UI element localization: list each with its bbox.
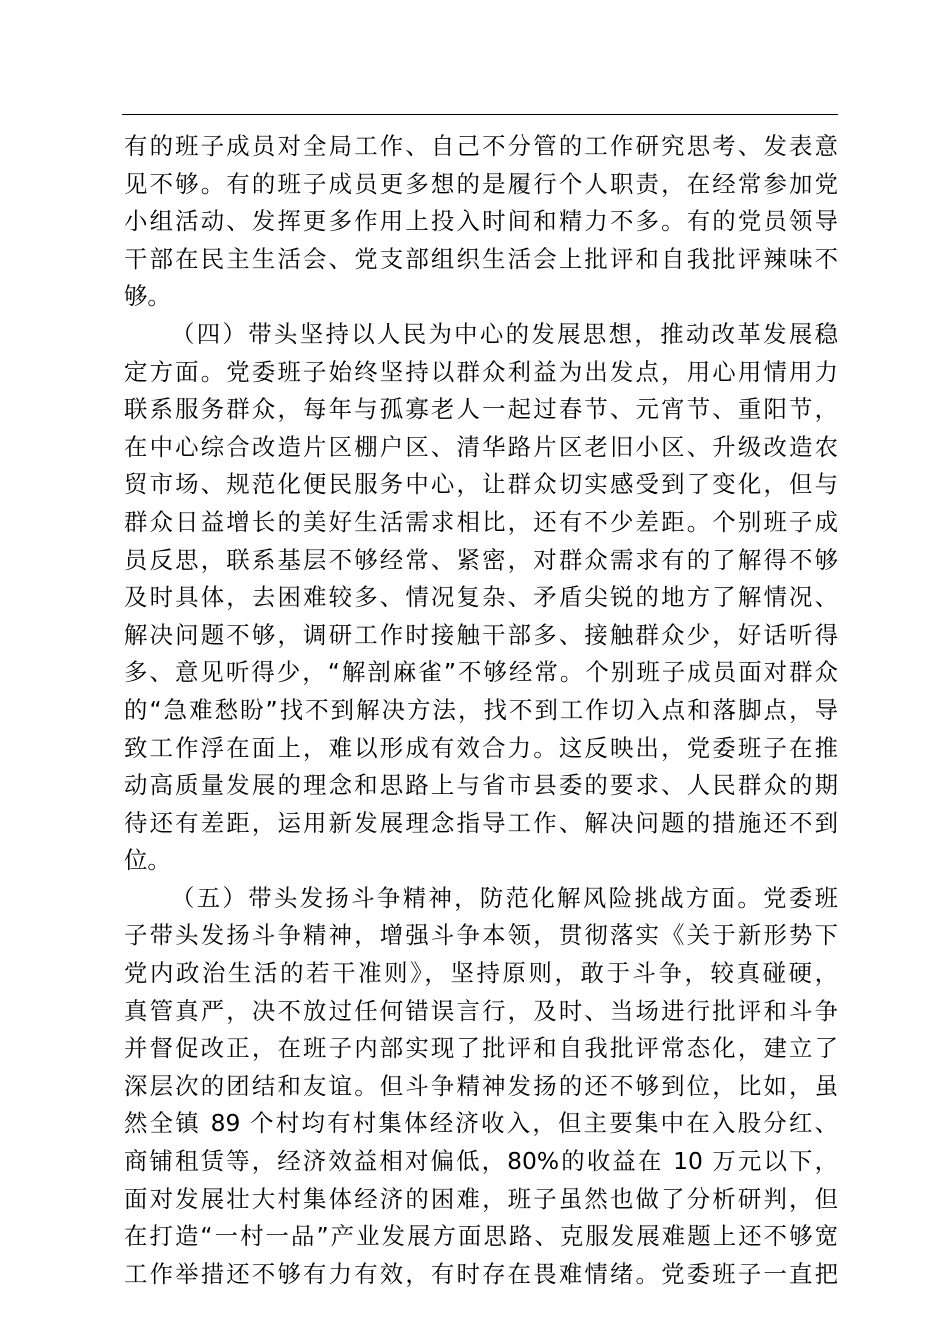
text-line-19: 待还有差距，运用新发展理念指导工作、解决问题的措施还不到 xyxy=(124,808,838,837)
header-rule xyxy=(122,114,838,115)
text-line-8: 联系服务群众，每年与孤寡老人一起过春节、元宵节、重阳节， xyxy=(124,395,838,424)
text-line-7: 定方面。党委班子始终坚持以群众利益为出发点，用心用情用力 xyxy=(124,357,838,386)
text-line-15: 多、意见听得少，“解剖麻雀”不够经常。个别班子成员面对群众 xyxy=(124,658,838,687)
text-line-17: 致工作浮在面上，难以形成有效合力。这反映出，党委班子在推 xyxy=(124,733,838,762)
text-line-11: 群众日益增长的美好生活需求相比，还有不少差距。个别班子成 xyxy=(124,507,838,536)
text-line-13: 及时具体，去困难较多、情况复杂、矛盾尖锐的地方了解情况、 xyxy=(124,583,838,612)
text-line-20: 位。 xyxy=(124,846,171,875)
text-line-4: 干部在民主生活会、党支部组织生活会上批评和自我批评辣味不 xyxy=(124,244,838,273)
text-line-29: 面对发展壮大村集体经济的困难，班子虽然也做了分析研判，但 xyxy=(124,1184,838,1213)
text-line-16: 的“急难愁盼”找不到解决方法，找不到工作切入点和落脚点，导 xyxy=(124,695,838,724)
text-line-5: 够。 xyxy=(124,282,171,311)
text-line-31: 工作举措还不够有力有效，有时存在畏难情绪。党委班子一直把 xyxy=(124,1259,838,1288)
text-line-26: 深层次的团结和友谊。但斗争精神发扬的还不够到位，比如，虽 xyxy=(124,1071,838,1100)
text-line-2: 见不够。有的班子成员更多想的是履行个人职责，在经常参加党 xyxy=(124,169,838,198)
text-line-24: 真管真严，决不放过任何错误言行，及时、当场进行批评和斗争 xyxy=(124,996,838,1025)
text-line-27: 然全镇 89 个村均有村集体经济收入，但主要集中在入股分红、 xyxy=(124,1109,838,1138)
text-line-12: 员反思，联系基层不够经常、紧密，对群众需求有的了解得不够 xyxy=(124,545,838,574)
text-line-23: 党内政治生活的若干准则》，坚持原则，敢于斗争，较真碰硬， xyxy=(124,959,838,988)
document-body xyxy=(124,128,838,1293)
text-line-25: 并督促改正，在班子内部实现了批评和自我批评常态化，建立了 xyxy=(124,1034,838,1063)
text-line-18: 动高质量发展的理念和思路上与省市县委的要求、人民群众的期 xyxy=(124,771,838,800)
text-line-28: 商铺租赁等，经济效益相对偏低，80%的收益在 10 万元以下， xyxy=(124,1147,838,1176)
section-five-heading-line: （五）带头发扬斗争精神，防范化解风险挑战方面。党委班 xyxy=(171,883,838,912)
text-line-14: 解决问题不够，调研工作时接触干部多、接触群众少，好话听得 xyxy=(124,620,838,649)
text-line-30: 在打造“一村一品”产业发展方面思路、克服发展难题上还不够宽 xyxy=(124,1222,838,1251)
text-line-10: 贸市场、规范化便民服务中心，让群众切实感受到了变化，但与 xyxy=(124,470,838,499)
text-line-9: 在中心综合改造片区棚户区、清华路片区老旧小区、升级改造农 xyxy=(124,432,838,461)
text-line-22: 子带头发扬斗争精神，增强斗争本领，贯彻落实《关于新形势下 xyxy=(124,921,838,950)
text-line-1: 有的班子成员对全局工作、自己不分管的工作研究思考、发表意 xyxy=(124,132,838,160)
text-line-3: 小组活动、发挥更多作用上投入时间和精力不多。有的党员领导 xyxy=(124,207,838,236)
section-four-heading-line: （四）带头坚持以人民为中心的发展思想，推动改革发展稳 xyxy=(171,319,838,348)
